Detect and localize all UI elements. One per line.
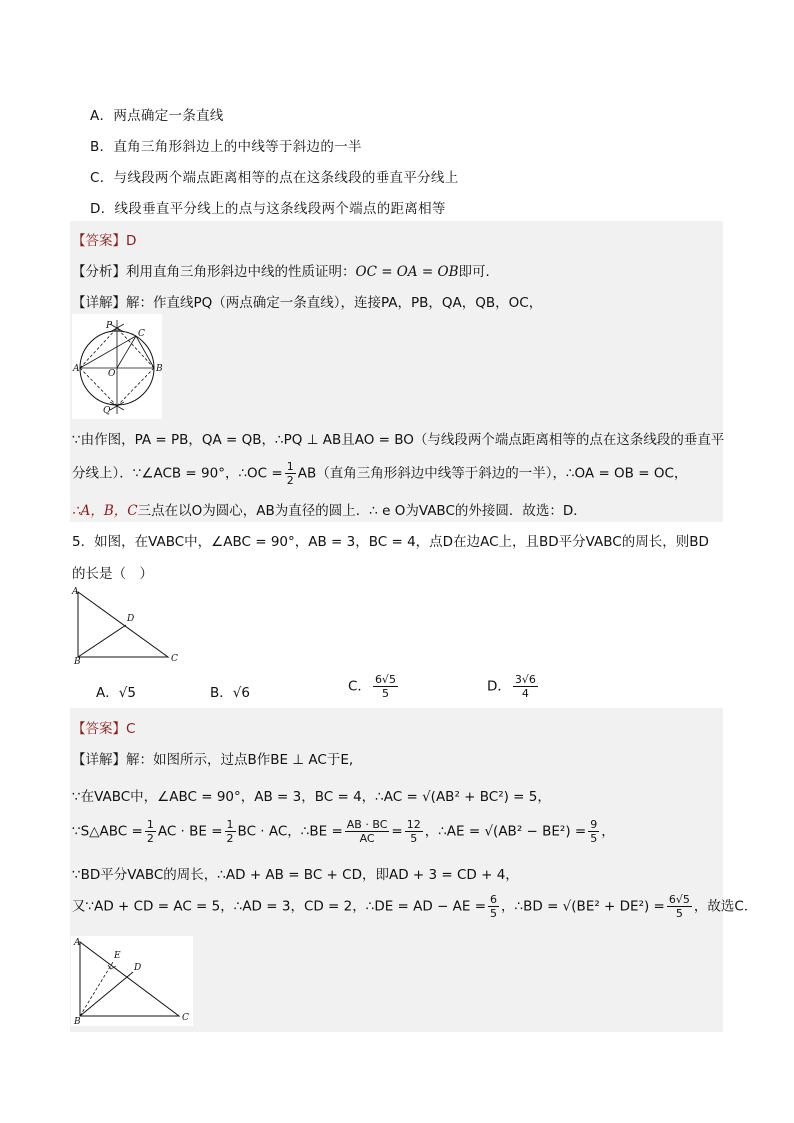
frac-den: 2 [286,474,294,487]
q5-option-c [348,673,400,700]
seg-ac [80,336,136,368]
l5-a: 又∵AD + CD = AC = 5，∴AD = 3，CD = 2，∴DE = AD − AE = [72,898,487,915]
opt-b-label: B． [210,685,233,701]
opt-c-frac [373,673,398,700]
fraction-half [285,460,296,487]
analysis-formula: OC = OA = OB [355,264,459,280]
q4-answer [72,229,136,249]
label-b: B [74,1017,81,1026]
answer-label: 【答案】 [72,233,126,249]
analysis-tail: 即可． [458,264,499,280]
label-b: B [74,657,81,665]
detail-label: 【详解】 [72,752,126,768]
label-c: C [171,654,178,664]
l3-f3 [345,818,390,845]
q4-detail-line1 [72,291,542,311]
answer-label: 【答案】 [72,721,126,737]
line4-b: 三点在以O为圆心，AB为直径的圆上．∴ e O为VABC的外接圆．故选：D． [137,503,587,519]
label-d: D [127,614,135,624]
opt-d-den: 4 [521,687,529,700]
l3-f: ， [601,823,615,840]
l5-f1 [488,893,499,920]
opt-c-num: 6√5 [374,673,396,686]
figure-triangle-altitude-svg [71,936,193,1026]
l3-d: = [391,823,403,840]
opt-d-num: 3√6 [514,673,536,686]
opt-a-value: √5 [118,685,136,701]
label-a: A [73,364,80,374]
l3-f5-den: 5 [590,832,598,845]
l3-f4 [405,818,423,845]
option-a: A．两点确定一条直线 [90,108,224,124]
l3-f5-num: 9 [590,818,598,831]
triangle-abc [78,592,168,657]
l5-c: ，故选C． [693,898,758,915]
l3-f1 [145,818,156,845]
q5-option-d [487,673,540,700]
opt-a-label: A． [96,685,119,701]
l3-f1-num: 1 [146,818,154,831]
option-b: B．直角三角形斜边上的中线等于斜边的一半 [90,139,362,155]
l3-b: AC · BE = [157,823,223,840]
l5-f2-den: 5 [675,907,683,920]
opt-d-frac [513,673,538,700]
q4-detail-line4 [72,499,587,519]
opt-c-den: 5 [381,687,389,700]
l5-f2 [667,893,692,920]
l3-e: ，∴AE = √(AB² − BE²) = [424,823,587,840]
detail-text: 解：如图所示，过点B作BE ⊥ AC于E, [126,752,354,768]
segment-bd [80,972,133,1016]
q4-detail-line3 [72,460,687,487]
detail-text: 解：作直线PQ（两点确定一条直线），连接PA，PB，QA，QB，OC， [126,295,543,311]
l3-c: BC · AC，∴BE = [237,823,343,840]
q4-analysis [72,260,499,280]
l3-f5 [588,818,599,845]
triangle-abc [80,942,179,1016]
q5-detail-line4: ∵BD平分VABC的周长，∴AD + AB = BC + CD，即AD + 3 = CD + 4， [72,867,519,883]
l5-b: ，∴BD = √(BE² + DE²) = [501,898,665,915]
opt-b-value: √6 [232,685,250,701]
opt-c-label: C． [348,678,371,695]
l3-a: ∵S△ABC = [72,823,143,840]
l3-f2-num: 1 [226,818,234,831]
altitude-be [80,962,113,1016]
label-c: C [182,1013,189,1023]
q5-detail-line3 [72,818,615,845]
q5-option-a [96,681,136,701]
label-q: Q [103,406,111,416]
figure-triangle [70,585,185,665]
q5-detail-line5 [72,893,757,920]
answer-value: C [126,721,136,737]
q5-option-b [210,681,250,701]
figure-triangle-svg [70,585,185,665]
q5-detail-line2: ∵在VABC中，∠ABC = 90°，AB = 3，BC = 4，∴AC = √(AB² + BC²) = 5， [72,789,551,805]
line3-a: 分线上）．∵∠ACB = 90°，∴OC = [72,465,283,482]
l3-f4-num: 12 [406,818,421,831]
option-c: C．与线段两个端点距离相等的点在这条线段的垂直平分线上 [90,170,459,186]
l5-f1-den: 5 [490,907,498,920]
figure-circle [72,314,162,419]
seg-oc [117,336,136,368]
option-d: D．线段垂直平分线上的点与这条线段两个端点的距离相等 [90,201,446,217]
q5-stem-line2: 的长是（ ） [72,566,153,582]
line4-a: ∴A，B，C [72,503,138,519]
label-o: O [108,369,116,379]
l3-f3-den: AC [359,832,375,845]
segment-bd [78,625,126,657]
q4-detail-line2: ∵由作图，PA = PB，QA = QB，∴PQ ⊥ AB且AO = BO（与线段两个端点距离相等的点在这条线段的垂直平 [72,432,725,448]
l3-f4-den: 5 [410,832,418,845]
analysis-text: 利用直角三角形斜边中线的性质证明： [126,264,356,280]
label-a: A [74,938,81,948]
detail-label: 【详解】 [72,295,126,311]
opt-d-label: D． [487,678,511,695]
l3-f1-den: 2 [146,832,154,845]
frac-num: 1 [286,460,294,473]
answer-value: D [126,233,137,249]
label-a: A [72,587,79,597]
l3-f2 [225,818,236,845]
line3-b: AB（直角三角形斜边中线等于斜边的一半），∴OA = OB = OC， [297,465,688,482]
l5-f2-num: 6√5 [668,893,690,906]
figure-triangle-altitude [71,936,193,1026]
label-c: C [138,329,145,339]
l3-f3-num: AB · BC [346,818,388,831]
analysis-label: 【分析】 [72,264,126,280]
label-b: B [156,364,162,374]
label-e: E [114,951,121,961]
q5-stem-line1: 5．如图，在VABC中，∠ABC = 90°，AB = 3，BC = 4，点D在边AC上，且BD平分VABC的周长，则BD [72,534,709,550]
label-d: D [134,963,142,973]
l3-f2-den: 2 [226,832,234,845]
q5-answer [72,717,135,737]
q5-detail-line1 [72,748,353,768]
l5-f1-num: 6 [490,893,498,906]
figure-circle-svg [72,314,162,419]
label-p: P [106,321,113,331]
